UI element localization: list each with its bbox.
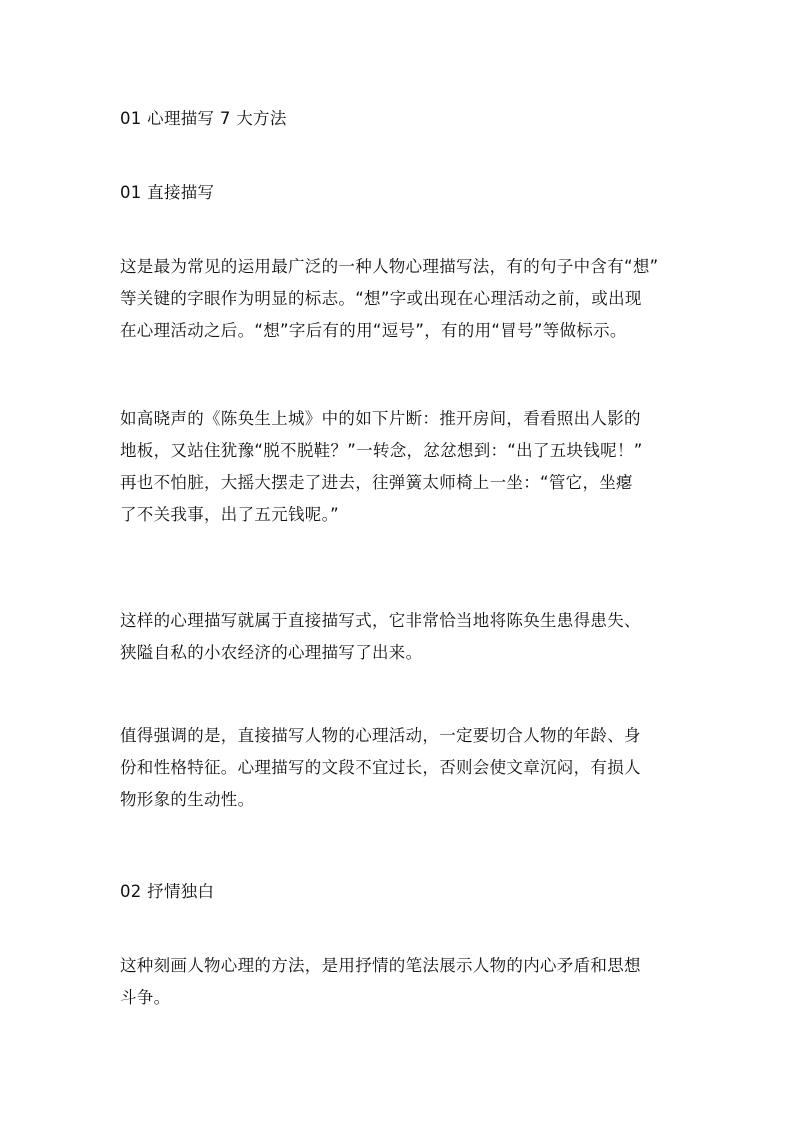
section-heading-monologue-text: 02 抒情独白 bbox=[120, 882, 215, 901]
text-line: 再也不怕脏，大摇大摆走了进去，往弹簧太师椅上一坐：“管它，坐瘪 bbox=[120, 473, 633, 492]
section-heading-direct-text: 01 直接描写 bbox=[120, 183, 215, 202]
text-line: 这种刻画人物心理的方法，是用抒情的笔法展示人物的内心矛盾和思想 bbox=[120, 956, 641, 975]
text-line: 狭隘自私的小农经济的心理描写了出来。 bbox=[120, 643, 423, 662]
text-line: 物形象的生动性。 bbox=[120, 790, 255, 809]
paragraph-direct-note bbox=[120, 720, 690, 816]
text-line: 斗争。 bbox=[120, 988, 171, 1007]
text-line: 值得强调的是，直接描写人物的心理活动，一定要切合人物的年龄、身 bbox=[120, 726, 641, 745]
document-title-text: 01 心理描写 7 大方法 bbox=[120, 109, 287, 128]
text-line: 如高晓声的《陈奂生上城》中的如下片断：推开房间，看看照出人影的 bbox=[120, 409, 641, 428]
paragraph-direct-example bbox=[120, 403, 690, 531]
paragraph-direct-analysis bbox=[120, 605, 690, 669]
text-line: 这是最为常见的运用最广泛的一种人物心理描写法，有的句子中含有“想” bbox=[120, 257, 659, 276]
text-line: 这样的心理描写就属于直接描写式，它非常恰当地将陈奂生患得患失、 bbox=[120, 611, 641, 630]
section-heading-direct bbox=[120, 177, 690, 209]
text-line: 在心理活动之后。“想”字后有的用“逗号”，有的用“冒号”等做标示。 bbox=[120, 321, 627, 340]
text-line: 等关键的字眼作为明显的标志。“想”字或出现在心理活动之前，或出现 bbox=[120, 289, 642, 308]
text-line: 地板，又站住犹豫“脱不脱鞋？”一转念，忿忿想到：“出了五块钱呢！” bbox=[120, 441, 643, 460]
text-line: 了不关我事，出了五元钱呢。” bbox=[120, 505, 339, 524]
document-title bbox=[120, 103, 690, 135]
text-line: 份和性格特征。心理描写的文段不宜过长，否则会使文章沉闷，有损人 bbox=[120, 758, 641, 777]
paragraph-monologue-intro bbox=[120, 950, 690, 1014]
paragraph-direct-intro bbox=[120, 251, 690, 347]
section-heading-monologue bbox=[120, 876, 690, 908]
